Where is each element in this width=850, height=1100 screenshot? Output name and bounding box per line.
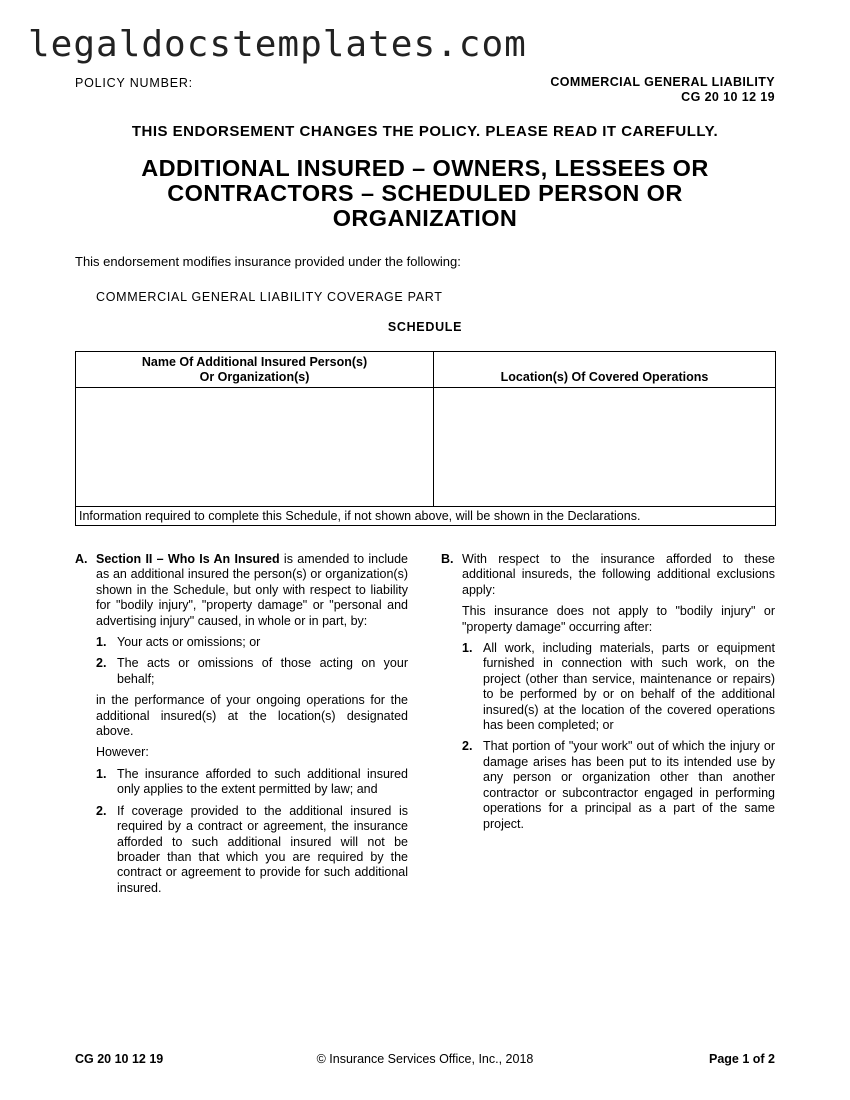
footer-form-code: CG 20 10 12 19	[75, 1052, 164, 1066]
item-text: If coverage provided to the additional insured is required by a contract or agreement, the insurance afforded to such additional insured will not be broader than that which you are required by the contract or agreement to provide for such additional insured.	[117, 803, 408, 895]
schedule-table	[75, 351, 776, 526]
item-number: 1.	[96, 766, 107, 781]
section-b-item-2	[462, 739, 775, 831]
section-a-label: A.	[75, 552, 88, 566]
section-a-heading: Section II – Who Is An Insured	[96, 552, 280, 566]
item-number: 2.	[96, 803, 107, 818]
form-code: CG 20 10 12 19	[681, 90, 775, 104]
watermark-text: legaldocstemplates.com	[28, 24, 527, 65]
endorsement-notice: THIS ENDORSEMENT CHANGES THE POLICY. PLEASE READ IT CAREFULLY.	[131, 123, 719, 140]
col-name-line1: Name Of Additional Insured Person(s)	[141, 355, 368, 369]
section-b-item-1	[462, 641, 775, 733]
section-a-however-item-1	[96, 767, 408, 798]
form-type: COMMERCIAL GENERAL LIABILITY	[550, 75, 775, 89]
item-text: The insurance afforded to such additional insured only applies to the extent permitted by law; and	[117, 766, 408, 797]
schedule-name-field[interactable]	[76, 388, 434, 507]
schedule-heading: SCHEDULE	[387, 320, 463, 334]
section-a-however: However:	[96, 745, 149, 760]
item-number: 2.	[462, 739, 473, 754]
footer-copyright: © Insurance Services Office, Inc., 2018	[316, 1052, 534, 1066]
section-a-however-item-2	[96, 804, 408, 896]
item-text: Your acts or omissions; or	[117, 635, 261, 650]
form-header	[550, 75, 775, 105]
schedule-info-note: Information required to complete this Schedule, if not shown above, will be shown in the Declarations.	[76, 507, 776, 526]
item-number: 1.	[462, 641, 473, 656]
section-a-performance: in the performance of your ongoing operations for the additional insured(s) at the location(s) designated above.	[96, 693, 408, 739]
section-a-intro: is amended to include as an additional insured the person(s) or organization(s) shown in the Schedule, but only with respect to liability for "bodily injury", "property damage" or "personal and advertising injury" caused, in whole or in part, by:	[96, 552, 408, 628]
item-text: All work, including materials, parts or equipment furnished in connection with such work, on the project (other than service, maintenance or repairs) to be performed by or on behalf of the additional insured(s) at the location of the covered operations has been completed; or	[483, 641, 775, 733]
section-b-label: B.	[441, 552, 454, 566]
item-number: 2.	[96, 656, 107, 671]
schedule-col-location-header: Location(s) Of Covered Operations	[434, 352, 776, 388]
coverage-part: COMMERCIAL GENERAL LIABILITY COVERAGE PART	[96, 290, 443, 304]
document-title: ADDITIONAL INSURED – OWNERS, LESSEES OR CONTRACTORS – SCHEDULED PERSON OR ORGANIZATION	[141, 155, 709, 231]
modifies-statement: This endorsement modifies insurance provided under the following:	[75, 254, 461, 269]
section-b-intro: With respect to the insurance afforded to these additional insureds, the following additional exclusions apply:	[462, 552, 775, 597]
section-b	[441, 552, 775, 832]
item-number: 1.	[96, 635, 107, 650]
policy-number-label: POLICY NUMBER:	[75, 76, 193, 90]
item-text: That portion of "your work" out of which the injury or damage arises has been put to its intended use by any person or organization other than another contractor or subcontractor engaged in performing operations for a principal as a part of the same project.	[483, 739, 775, 831]
item-text: The acts or omissions of those acting on your behalf;	[117, 656, 408, 686]
col-name-line2: Or Organization(s)	[199, 370, 310, 384]
section-a	[75, 552, 408, 896]
section-b-sub: This insurance does not apply to "bodily injury" or "property damage" occurring after:	[462, 604, 775, 634]
section-a-item-2	[96, 656, 408, 687]
footer-page-number: Page 1 of 2	[709, 1052, 775, 1066]
section-a-item-1	[96, 635, 408, 650]
schedule-location-field[interactable]	[434, 388, 776, 507]
schedule-col-name-header	[76, 352, 434, 388]
